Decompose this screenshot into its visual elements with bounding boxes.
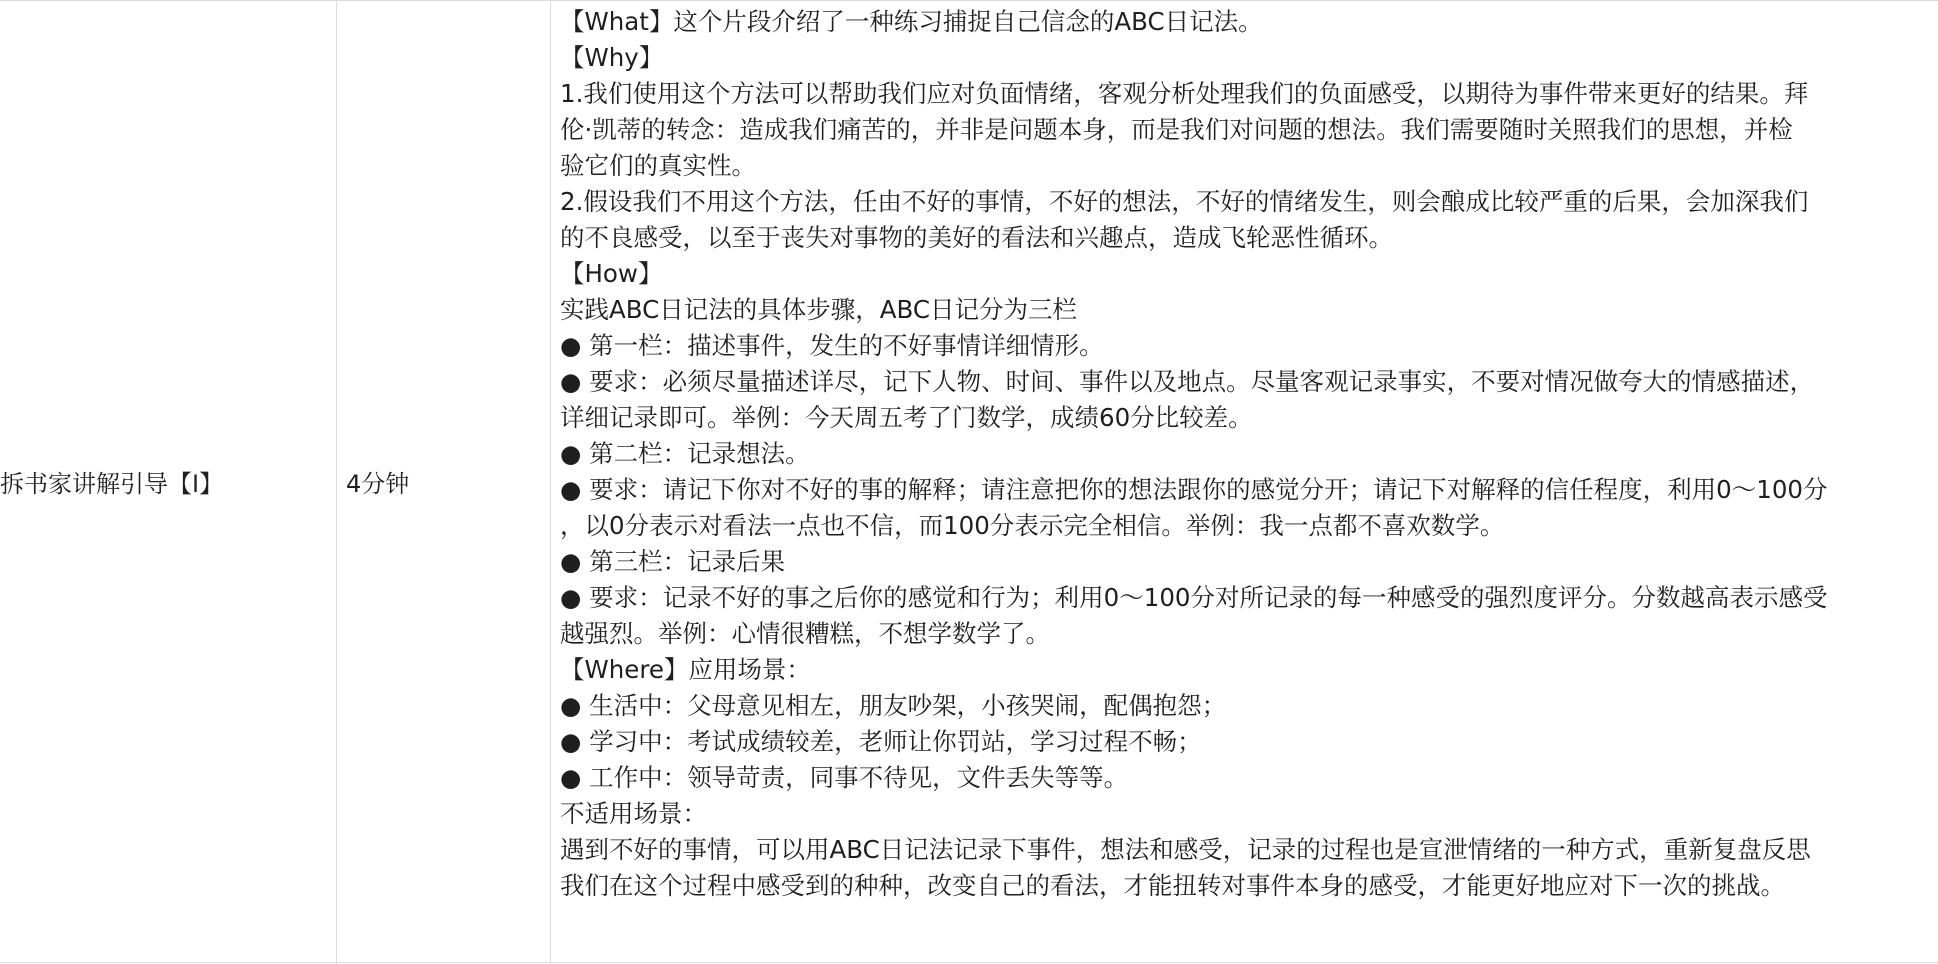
content-line: 【Where】应用场景： <box>560 655 811 684</box>
content-line: 的不良感受，以至于丧失对事物的美好的看法和兴趣点，造成飞轮恶性循环。 <box>560 223 1393 252</box>
content-line: 我们在这个过程中感受到的种种，改变自己的看法，才能扭转对事件本身的感受，才能更好地应对下一次的挑战。 <box>560 871 1785 900</box>
content-line: 遇到不好的事情，可以用ABC日记法记录下事件，想法和感受，记录的过程也是宣泄情绪的一种方式，重新复盘反思 <box>560 835 1811 864</box>
content-line: ● 工作中：领导苛责，同事不待见，文件丢失等等。 <box>560 763 1129 792</box>
content-line: ● 要求：记录不好的事之后你的感觉和行为；利用0～100分对所记录的每一种感受的强烈度评分。分数越高表示感受 <box>560 583 1828 612</box>
content-cell[interactable] <box>560 4 1932 904</box>
content-line: ● 第一栏：描述事件，发生的不好事情详细情形。 <box>560 331 1104 360</box>
content-line: 验它们的真实性。 <box>560 151 756 180</box>
content-line: ● 生活中：父母意见相左，朋友吵架，小孩哭闹，配偶抱怨； <box>560 691 1227 720</box>
content-line: ● 第三栏：记录后果 <box>560 547 786 576</box>
column-divider-1 <box>336 0 337 964</box>
content-line: 越强烈。举例：心情很糟糕，不想学数学了。 <box>560 619 1050 648</box>
content-line: 【How】 <box>560 259 663 288</box>
content-line: ● 第二栏：记录想法。 <box>560 439 810 468</box>
content-line: ● 要求：必须尽量描述详尽，记下人物、时间、事件以及地点。尽量客观记录事实，不要对情况做夸大的情感描述， <box>560 367 1815 396</box>
content-line: 1.我们使用这个方法可以帮助我们应对负面情绪，客观分析处理我们的负面感受，以期待为事件带来更好的结果。拜 <box>560 79 1809 108</box>
content-line: 【What】这个片段介绍了一种练习捕捉自己信念的ABC日记法。 <box>560 7 1263 36</box>
content-line: 【Why】 <box>560 43 664 72</box>
content-line: 伦·凯蒂的转念：造成我们痛苦的，并非是问题本身，而是我们对问题的想法。我们需要随时关照我们的思想，并检 <box>560 115 1793 144</box>
content-line: 不适用场景： <box>560 799 707 828</box>
title-cell[interactable]: 拆书家讲解引导【I】 <box>0 470 224 498</box>
content-line: ● 要求：请记下你对不好的事的解释；请注意把你的想法跟你的感觉分开；请记下对解释的信任程度，利用0～100分 <box>560 475 1828 504</box>
bottom-border <box>0 962 1938 963</box>
content-line: 实践ABC日记法的具体步骤，ABC日记分为三栏 <box>560 295 1077 324</box>
column-divider-2 <box>550 0 551 964</box>
duration-cell[interactable]: 4分钟 <box>346 470 410 498</box>
top-border <box>0 0 1938 1</box>
content-line: 详细记录即可。举例：今天周五考了门数学，成绩60分比较差。 <box>560 403 1253 432</box>
content-line: ● 学习中：考试成绩较差，老师让你罚站，学习过程不畅； <box>560 727 1202 756</box>
content-line: 2.假设我们不用这个方法，任由不好的事情，不好的想法，不好的情绪发生，则会酿成比较严重的后果，会加深我们 <box>560 187 1809 216</box>
content-line: ，以0分表示对看法一点也不信，而100分表示完全相信。举例：我一点都不喜欢数学。 <box>560 511 1505 540</box>
